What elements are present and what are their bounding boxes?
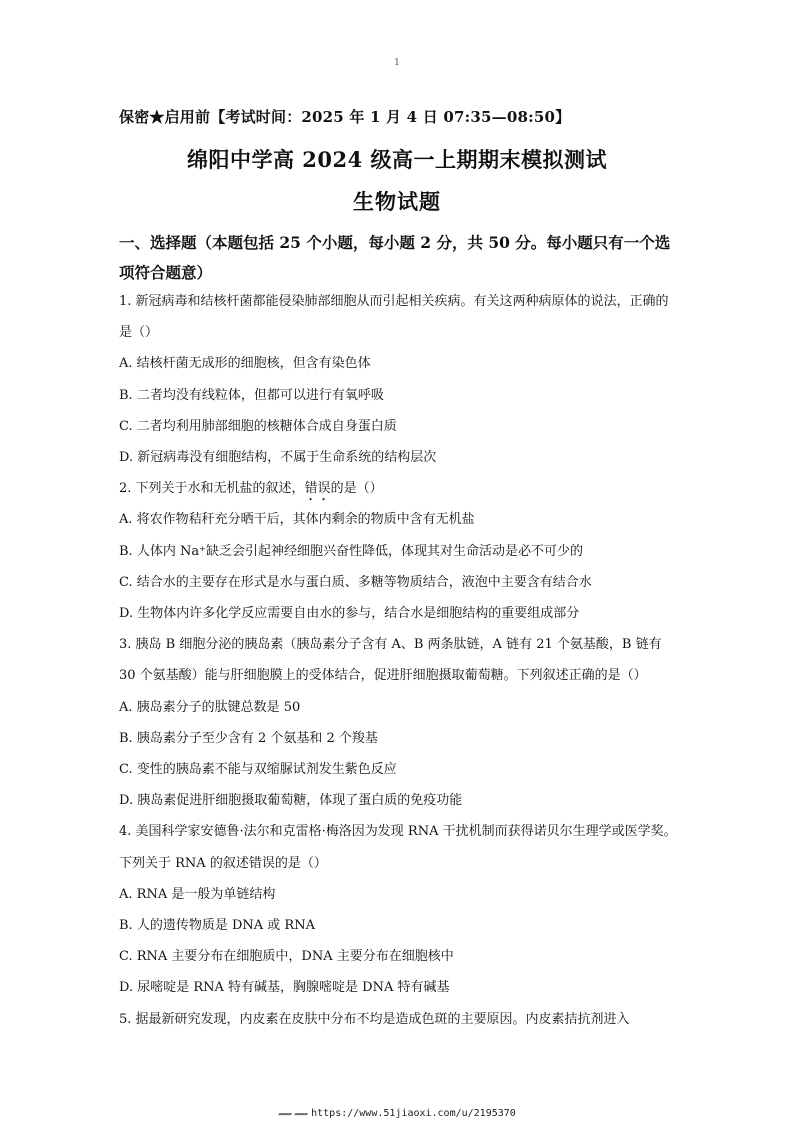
option-b: B. 人的遗传物质是 DNA 或 RNA	[119, 918, 315, 934]
question-2	[119, 473, 679, 629]
question-4	[119, 816, 679, 1003]
question-3	[119, 629, 679, 816]
exam-title: 绵阳中学高 2024 级高一上期期末模拟测试	[186, 147, 608, 172]
question-5	[119, 1004, 679, 1035]
option-c: C. 结合水的主要存在形式是水与蛋白质、多糖等物质结合，液泡中主要含有结合水	[119, 574, 592, 590]
question-text	[119, 473, 679, 504]
watermark-logo-icon: ▰▰▰▰ ▰▰▰▰	[278, 1110, 308, 1118]
question-text: 5. 据最新研究发现，内皮素在皮肤中分布不均是造成色斑的主要原因。内皮素拮抗剂进入	[119, 1011, 630, 1027]
emphasized-word: 错误	[304, 481, 331, 497]
option-b: B. 胰岛素分子至少含有 2 个氨基和 2 个羧基	[119, 730, 378, 746]
question-list	[119, 286, 679, 1035]
option-c: C. 二者均利用肺部细胞的核糖体合成自身蛋白质	[119, 418, 397, 434]
subject-title: 生物试题	[353, 189, 441, 214]
option-d: D. 胰岛素促进肝细胞摄取葡萄糖，体现了蛋白质的免疫功能	[119, 793, 463, 809]
question-text: 3. 胰岛 B 细胞分泌的胰岛素（胰岛素分子含有 A、B 两条肽链，A 链有 21 个氨基酸，B 链有 30 个氨基酸）能与肝细胞膜上的受体结合，促进肝细胞摄取葡萄糖。下列叙述正确的是（）	[119, 637, 662, 684]
option-c: C. 变性的胰岛素不能与双缩脲试剂发生紫色反应	[119, 762, 397, 778]
question-text-end: 的是（）	[330, 481, 383, 497]
question-1	[119, 286, 679, 473]
question-text: 4. 美国科学家安德鲁·法尔和克雷格·梅洛因为发现 RNA 干扰机制而获得诺贝尔生理学或医学奖。下列关于 RNA 的叙述错误的是（）	[119, 824, 677, 871]
confidential-header: 保密★启用前【考试时间：2025 年 1 月 4 日 07:35—08:50】	[119, 108, 571, 126]
question-text: 1. 新冠病毒和结核杆菌都能侵染肺部细胞从而引起相关疾病。有关这两种病原体的说法，正确的是（）	[119, 294, 669, 341]
option-a: A. 结核杆菌无成形的细胞核，但含有染色体	[119, 356, 371, 372]
option-c: C. RNA 主要分布在细胞质中，DNA 主要分布在细胞核中	[119, 949, 454, 965]
footer	[0, 1108, 794, 1119]
question-text-start: 2. 下列关于水和无机盐的叙述，	[119, 481, 305, 497]
option-b: B. 人体内 Na⁺缺乏会引起神经细胞兴奋性降低，体现其对生命活动是必不可少的	[119, 543, 583, 559]
option-d: D. 尿嘧啶是 RNA 特有碱基，胸腺嘧啶是 DNA 特有碱基	[119, 980, 450, 996]
option-a: A. RNA 是一般为单链结构	[119, 886, 276, 902]
page-number: 1	[394, 58, 400, 68]
footer-url[interactable]: https://www.51jiaoxi.com/u/2195370	[311, 1108, 516, 1119]
option-b: B. 二者均没有线粒体，但都可以进行有氧呼吸	[119, 387, 384, 403]
option-a: A. 将农作物秸秆充分晒干后，其体内剩余的物质中含有无机盐	[119, 512, 475, 528]
option-d: D. 新冠病毒没有细胞结构，不属于生命系统的结构层次	[119, 450, 437, 466]
section-title: 一、选择题（本题包括 25 个小题，每小题 2 分，共 50 分。每小题只有一个选项符合题意）	[119, 233, 671, 282]
option-a: A. 胰岛素分子的肽键总数是 50	[119, 699, 301, 715]
option-d: D. 生物体内许多化学反应需要自由水的参与，结合水是细胞结构的重要组成部分	[119, 606, 580, 622]
